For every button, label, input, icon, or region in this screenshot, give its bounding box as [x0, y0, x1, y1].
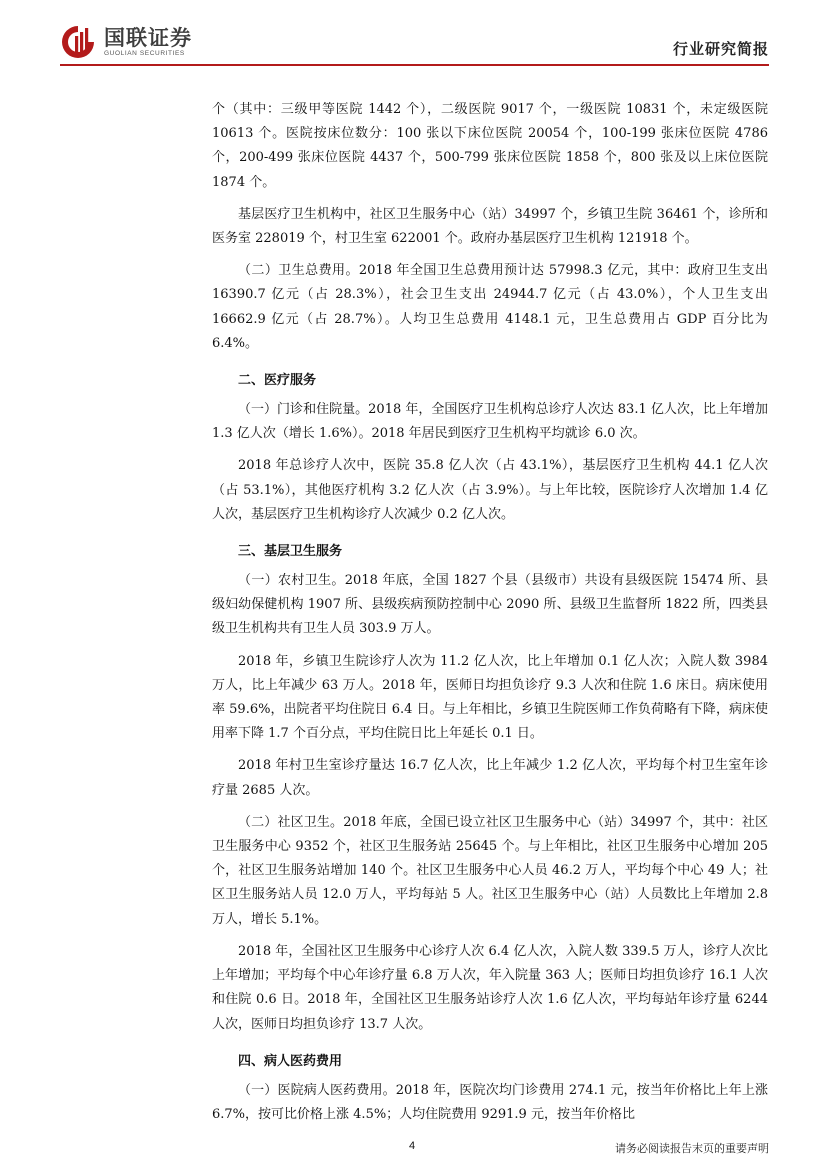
section-heading-primary-care: 三、基层卫生服务	[238, 544, 343, 560]
section-heading-medical-services: 二、医疗服务	[238, 373, 317, 389]
disclaimer-note: 请务必阅读报告末页的重要声明	[615, 1142, 769, 1155]
report-type-label: 行业研究简报	[672, 40, 769, 58]
paragraph-outpatient-inpatient: （一）门诊和住院量。2018 年，全国医疗卫生机构总诊疗人次达 83.1 亿人次，比上年增加 1.3 亿人次（增长 1.6%）。2018 年居民到医疗卫生机构平均就诊 6.0 次。	[212, 402, 768, 442]
section-heading-patient-costs: 四、病人医药费用	[238, 1053, 343, 1069]
page-footer	[0, 1126, 827, 1156]
paragraph-total-health-expenditure: （二）卫生总费用。2018 年全国卫生总费用预计达 57998.3 亿元，其中：政府卫生支出 16390.7 亿元（占 28.3%），社会卫生支出 24944.7 亿元（占 43.0%），个人卫生支出 16662.9 亿元（占 28.7%）。人均卫生总费用 4148.1 元，卫生总费用占 GDP 百分比为 6.4%。	[212, 263, 768, 351]
page-number: 4	[409, 1140, 416, 1152]
paragraph-community-health: （二）社区卫生。2018 年底，全国已设立社区卫生服务中心（站）34997 个，其中：社区卫生服务中心 9352 个，社区卫生服务站 25645 个。与上年相比，社区卫生服务中心增加 205 个，社区卫生服务站增加 140 个。社区卫生服务中心人员 46.2 万人，平均每个中心 49 人；社区卫生服务站人员 12.0 万人，平均每站 5 人。社区卫生服务中心（站）人员数比上年增加 2.8 万人，增长 5.1%。	[212, 814, 768, 927]
paragraph-rural-health: （一）农村卫生。2018 年底，全国 1827 个县（县级市）共设有县级医院 15474 所、县级妇幼保健机构 1907 所、县级疾病预防控制中心 2090 所、县级卫生监督所 1822 所，四类县级卫生机构共有卫生人员 303.9 万人。	[212, 573, 768, 637]
page-header	[0, 0, 827, 70]
logo-english-name: GUOLIAN SECURITIES	[104, 49, 185, 57]
paragraph-primary-institutions: 基层医疗卫生机构中，社区卫生服务中心（站）34997 个，乡镇卫生院 36461 个，诊所和医务室 228019 个，村卫生室 622001 个。政府办基层医疗卫生机构 121918 个。	[212, 206, 768, 247]
paragraph-hospital-grades: 个（其中：三级甲等医院 1442 个），二级医院 9017 个，一级医院 10831 个，未定级医院 10613 个。医院按床位数分：100 张以下床位医院 20054 个，100-199 张床位医院 4786 个，200-499 张床位医院 4437 个，500-799 张床位医院 1858 个，800 张及以上床位医院 1874 个。	[212, 102, 768, 190]
paragraph-community-visits: 2018 年，全国社区卫生服务中心诊疗人次 6.4 亿人次，入院人数 339.5 万人，诊疗人次比上年增加；平均每个中心年诊疗量 6.8 万人次，年入院量 363 人；医师日均担负诊疗 16.1 人次和住院 0.6 日。2018 年，全国社区卫生服务站诊疗人次 1.6 亿人次，平均每站年诊疗量 6244 人次，医师日均担负诊疗 13.7 人次。	[212, 943, 768, 1032]
paragraph-visit-breakdown: 2018 年总诊疗人次中，医院 35.8 亿人次（占 43.1%），基层医疗卫生机构 44.1 亿人次（占 53.1%），其他医疗机构 3.2 亿人次（占 3.9%）。与上年比较，医院诊疗人次增加 1.4 亿人次，基层医疗卫生机构诊疗人次减少 0.2 亿人次。	[212, 458, 768, 522]
paragraph-township-hospitals: 2018 年，乡镇卫生院诊疗人次为 11.2 亿人次，比上年增加 0.1 亿人次；入院人数 3984 万人，比上年减少 63 万人。2018 年，医师日均担负诊疗 9.3 人次和住院 1.6 床日。病床使用率 59.6%，出院者平均住院日 6.4 日。与上年相比，乡镇卫生院医师工作负荷略有下降，病床使用率下降 1.7 个百分点，平均住院日比上年延长 0.1 日。	[212, 653, 768, 742]
company-logo	[60, 24, 192, 60]
guolian-logo-icon	[60, 24, 96, 60]
document-body	[212, 98, 768, 1127]
paragraph-hospital-patient-costs: （一）医院病人医药费用。2018 年，医院次均门诊费用 274.1 元，按当年价格比上年上涨 6.7%，按可比价格上涨 4.5%；人均住院费用 9291.9 元，按当年价格比	[212, 1082, 768, 1122]
paragraph-village-clinics: 2018 年村卫生室诊疗量达 16.7 亿人次，比上年减少 1.2 亿人次，平均每个村卫生室年诊疗量 2685 人次。	[212, 758, 768, 798]
header-divider	[60, 64, 769, 66]
logo-chinese-name: 国联证券	[104, 25, 192, 50]
